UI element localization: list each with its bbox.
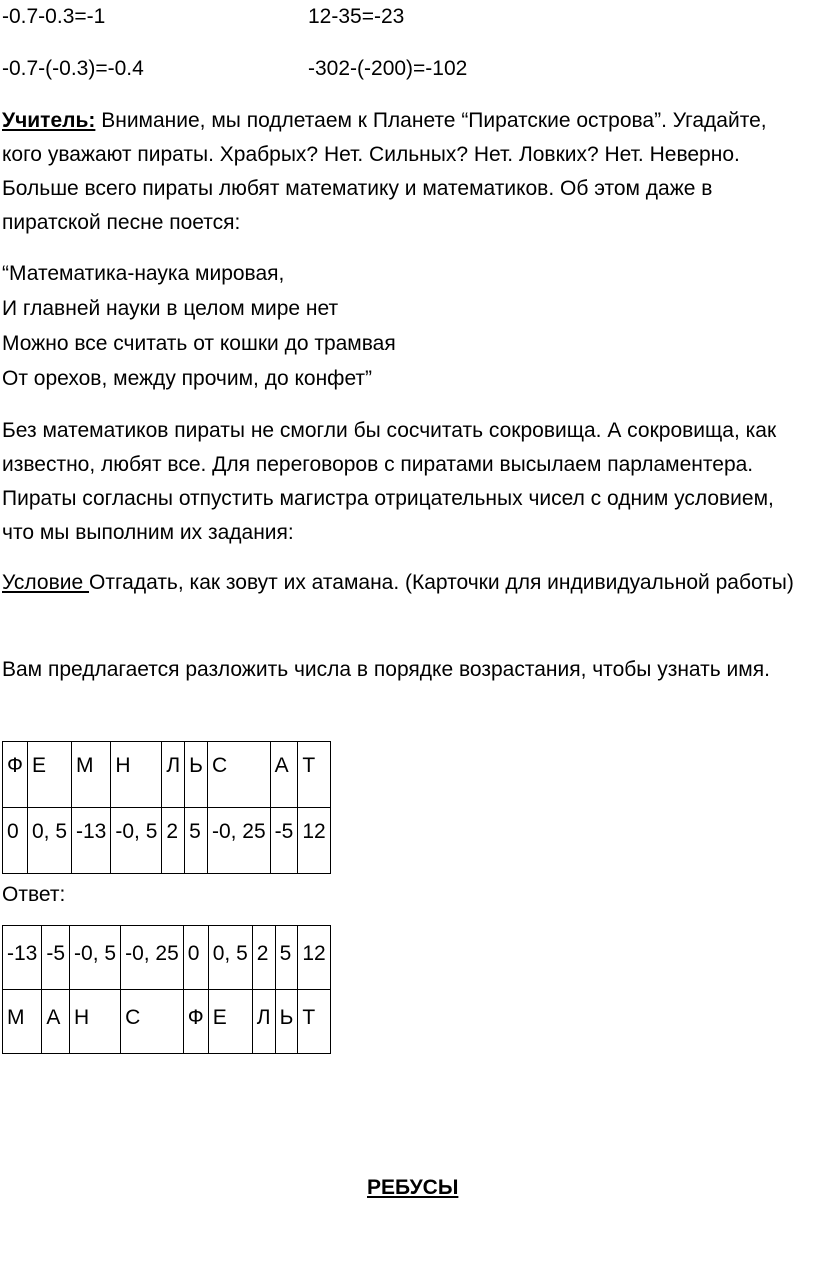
- table-cell: -5: [270, 808, 298, 874]
- table-cell: Ф: [3, 742, 28, 808]
- table-row: [3, 926, 331, 990]
- table-cell: Ь: [275, 990, 298, 1054]
- pirates-paragraph: Без математиков пираты не смогли бы сосчитать сокровища. А сокровища, как известно, любят все. Для переговоров с пиратами высылаем парламентера. Пираты согласны отпустить магистра отрицательных чисел с одним условием, что мы выполним их задания:: [2, 419, 777, 544]
- table-cell: Н: [111, 742, 162, 808]
- poem-line-4: От орехов, между прочим, до конфет”: [2, 367, 373, 390]
- table-cell: 2: [162, 808, 185, 874]
- table-cell: М: [72, 742, 111, 808]
- condition-paragraph: [2, 566, 807, 600]
- table-cell: Т: [298, 742, 330, 808]
- table-cell: Т: [298, 990, 330, 1054]
- poem-line-3: Можно все считать от кошки до трамвая: [2, 332, 396, 355]
- table-cell: М: [3, 990, 42, 1054]
- teacher-label: Учитель:: [2, 109, 96, 132]
- table-cell: 0, 5: [27, 808, 71, 874]
- teacher-paragraph: [2, 104, 807, 240]
- equation-1-right: 12-35=-23: [308, 5, 405, 28]
- table-cell: С: [121, 990, 184, 1054]
- table-cell: -13: [3, 926, 42, 990]
- cipher-table: [2, 741, 331, 874]
- equation-2-right: -302-(-200)=-102: [308, 57, 468, 80]
- table-row: [3, 808, 331, 874]
- table-cell: Е: [27, 742, 71, 808]
- answer-table: [2, 925, 331, 1054]
- table-cell: -5: [42, 926, 70, 990]
- table-cell: 12: [298, 926, 330, 990]
- table-cell: Л: [162, 742, 185, 808]
- instruction-paragraph: Вам предлагается разложить числа в порядке возрастания, чтобы узнать имя.: [2, 658, 770, 681]
- table-cell: Л: [252, 990, 275, 1054]
- table-cell: 5: [185, 808, 208, 874]
- table-cell: 5: [275, 926, 298, 990]
- table-cell: 0: [3, 808, 28, 874]
- table-row: [3, 742, 331, 808]
- table-cell: 0: [183, 926, 208, 990]
- table-cell: Ф: [183, 990, 208, 1054]
- table-cell: Е: [208, 990, 252, 1054]
- table-cell: -13: [72, 808, 111, 874]
- table-cell: -0, 25: [207, 808, 270, 874]
- table-cell: С: [207, 742, 270, 808]
- table-cell: -0, 5: [70, 926, 121, 990]
- condition-text: Отгадать, как зовут их атамана. (Карточки для индивидуальной работы): [89, 571, 794, 594]
- table-row: [3, 990, 331, 1054]
- table-cell: Ь: [185, 742, 208, 808]
- table-cell: А: [42, 990, 70, 1054]
- equation-1-left: -0.7-0.3=-1: [2, 5, 106, 28]
- answer-label: Ответ:: [2, 883, 66, 906]
- teacher-text: Внимание, мы подлетаем к Планете “Пиратские острова”. Угадайте, кого уважают пираты. Храбрых? Нет. Сильных? Нет. Ловких? Нет. Неверно. Больше всего пираты любят математику и математиков. Об этом даже в пиратской песне поется:: [2, 109, 767, 234]
- table-cell: -0, 25: [121, 926, 184, 990]
- poem-line-2: И главней науки в целом мире нет: [2, 297, 339, 320]
- table-cell: А: [270, 742, 298, 808]
- poem-line-1: “Математика-наука мировая,: [2, 262, 285, 285]
- table-cell: Н: [70, 990, 121, 1054]
- table-cell: -0, 5: [111, 808, 162, 874]
- table-cell: 0, 5: [208, 926, 252, 990]
- table-cell: 12: [298, 808, 330, 874]
- equation-2-left: -0.7-(-0.3)=-0.4: [2, 57, 144, 80]
- condition-label: Условие: [2, 571, 90, 594]
- table-cell: 2: [252, 926, 275, 990]
- section-title: РЕБУСЫ: [367, 1176, 459, 1199]
